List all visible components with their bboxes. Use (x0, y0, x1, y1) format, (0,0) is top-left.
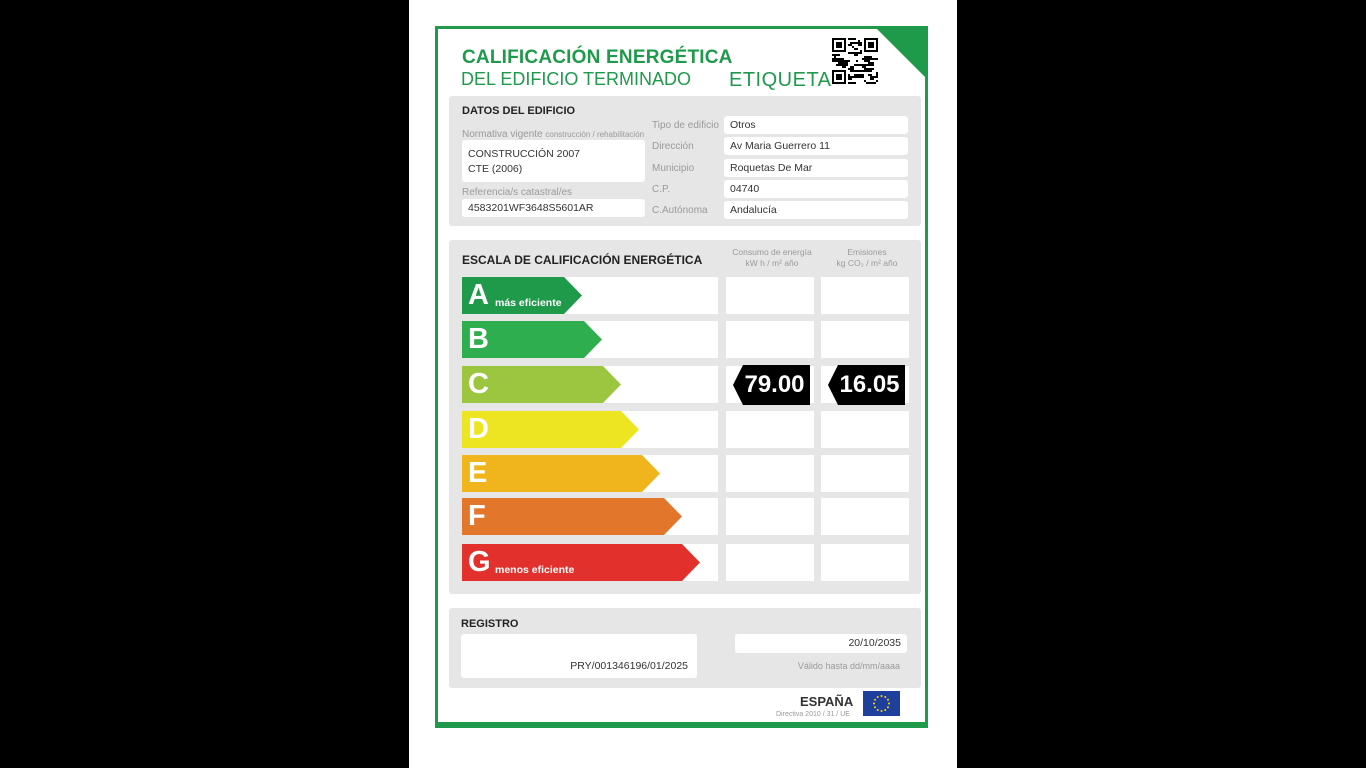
consumo-cell-a (726, 277, 814, 314)
emisiones-cell-b (821, 321, 909, 358)
qr-code-icon (832, 38, 878, 84)
emisiones-cell-a (821, 277, 909, 314)
energy-letter-b: B (468, 323, 489, 355)
corner-flag (877, 29, 925, 77)
energy-bar-b (462, 321, 602, 358)
building-data-title: DATOS DEL EDIFICIO (462, 105, 576, 117)
consumo-cell-f (726, 498, 814, 535)
energy-letter-g: G (468, 546, 491, 578)
consumo-cell-g (726, 544, 814, 581)
directive-text: Directiva 2010 / 31 / UE (776, 711, 850, 718)
consumo-cell-b (726, 321, 814, 358)
energy-letter-a: A (468, 279, 489, 311)
energy-letter-f: F (468, 500, 486, 532)
consumo-header-line-1: Consumo de energía (732, 247, 812, 257)
least-efficient-caption: menos eficiente (495, 564, 575, 576)
field-label-type: Tipo de edificio (652, 120, 719, 131)
energy-bar-f (462, 498, 682, 535)
emisiones-value-badge (828, 365, 905, 405)
registro-number-box (461, 634, 697, 678)
valid-caption: Válido hasta dd/mm/aaaa (797, 661, 900, 671)
emisiones-cell-f (821, 498, 909, 535)
energy-bar-c (462, 366, 621, 403)
emisiones-cell-d (821, 411, 909, 448)
energy-bar-a (462, 277, 582, 314)
consumo-cell-d (726, 411, 814, 448)
registro-title: REGISTRO (461, 618, 519, 630)
emisiones-header-line-2: kg CO₂ / m² año (836, 258, 898, 268)
field-label-address: Dirección (652, 141, 694, 152)
normativa-box (462, 140, 645, 182)
eu-flag-icon (863, 691, 900, 716)
energy-label (435, 26, 928, 728)
ref-value: 4583201WF3648S5601AR (462, 199, 645, 217)
field-value-address: Av Maria Guerrero 11 (724, 137, 908, 155)
field-label-region: C.Autónoma (652, 205, 708, 216)
field-label-municipality: Municipio (652, 163, 695, 174)
energy-letter-d: D (468, 413, 489, 445)
consumo-cell-e (726, 455, 814, 492)
field-value-municipality: Roquetas De Mar (724, 159, 908, 177)
field-value-postcode: 04740 (724, 180, 908, 198)
normativa-value-2: CTE (2006) (468, 163, 523, 175)
emisiones-cell-e (821, 455, 909, 492)
energy-scale-title: ESCALA DE CALIFICACIÓN ENERGÉTICA (462, 253, 703, 267)
consumo-header-line-2: kW h / m² año (745, 258, 799, 268)
energy-bar-e (462, 455, 660, 492)
emisiones-cell-g (821, 544, 909, 581)
ref-label: Referencia/s catastral/es (462, 187, 573, 198)
emisiones-header-line-1: Emisiones (847, 247, 887, 257)
field-value-region: Andalucía (724, 201, 908, 219)
energy-letter-c: C (468, 368, 489, 400)
consumo-value-badge (733, 365, 810, 405)
label-word: ETIQUETA (729, 69, 832, 91)
normativa-value-1: CONSTRUCCIÓN 2007 (468, 148, 581, 160)
consumo-value: 79.00 (744, 371, 805, 398)
normativa-label-text: Normativa vigente (462, 129, 543, 140)
building-data-panel (449, 96, 921, 226)
valid-date: 20/10/2035 (735, 634, 907, 653)
country-name: ESPAÑA (800, 694, 854, 709)
energy-scale-panel (449, 240, 921, 594)
title-line-1: CALIFICACIÓN ENERGÉTICA (462, 47, 733, 68)
energy-bar-d (462, 411, 639, 448)
emisiones-header (821, 247, 913, 269)
most-efficient-caption: más eficiente (495, 297, 562, 309)
field-value-type: Otros (724, 116, 908, 134)
registro-panel (449, 608, 921, 688)
normativa-label (462, 129, 644, 140)
field-label-postcode: C.P. (652, 184, 671, 195)
title-line-2: DEL EDIFICIO TERMINADO (461, 69, 692, 89)
energy-bar-g (462, 544, 700, 581)
normativa-sublabel: construcción / rehabilitación (545, 130, 645, 139)
emisiones-value: 16.05 (839, 371, 900, 398)
registro-number: PRY/001346196/01/2025 (570, 660, 688, 672)
energy-letter-e: E (468, 457, 488, 489)
consumo-header (726, 247, 818, 269)
